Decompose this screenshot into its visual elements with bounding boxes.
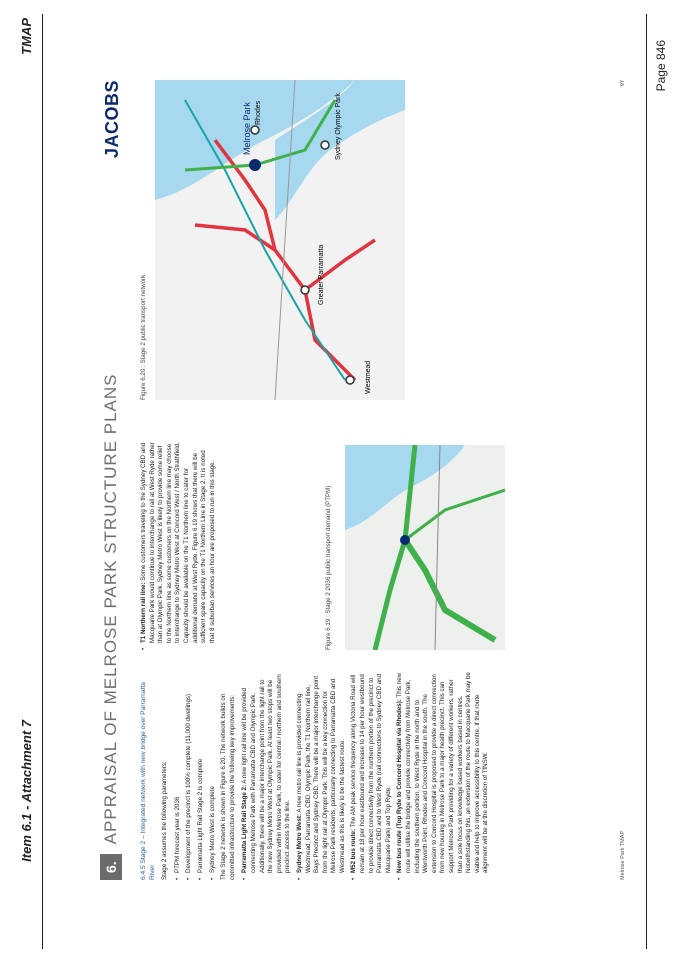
right-rule [646,14,647,949]
left-rule [42,14,43,949]
station-marker [251,126,259,134]
olympic-label: Sydney Olympic Park [335,93,342,160]
list-item: • Development of the precinct is 100% complete (11,000 dwellings) [185,670,194,880]
parameter-list [174,670,217,880]
rhodes-label: Rhodes [255,100,262,125]
section-title: APPRAISAL OF MELROSE PARK STRUCTURE PLANS [101,373,120,845]
jacobs-logo: JACOBS [102,80,122,159]
precinct-marker [400,535,410,545]
text-column-2 [140,440,220,650]
text-column-1 [140,670,494,880]
network-intro: The Stage 2 network is shown in Figure 6.20. The network builds on committed infrastructure to provide the following key improvements: [220,693,236,880]
list-item: • Sydney Metro West: A new metro rail line is provided connecting Westmead, Parramatta CBD, Olympic Park, the T1 Northern rail line, Bays Precinct and Sydney CBD. There will be a major interchange point from the light rail at Olympic Park. This will be a key connection for Melrose Park residents, particularly connecting to Parramatta CBD and Westmead as this is likely to be the fastest route. [296,670,348,880]
list-item: • Sydney Metro West is complete [209,670,218,880]
figure-619-caption: Figure 6.19 : Stage 2 2036 public transport demand (PTPM) [325,485,332,650]
intro-paragraph: Stage 2 assumes the following parameters: [161,761,169,880]
melrose-label: Melrose Park [242,101,252,155]
demand-map [345,445,505,650]
precinct-marker [249,159,261,171]
footer-text: Melrose Park TMAP [620,830,626,880]
list-item: • Parramatta Light Rail Stage 2 is complete [197,670,206,880]
subsection-heading: 6.4.5 Stage 2 – Integrated network with new bridge over Parramatta River [140,682,156,880]
doc-footer [620,831,626,880]
section-number: 6. [100,854,122,880]
network-map [155,80,405,400]
station-marker [301,286,309,294]
page-number-wrap [650,40,672,120]
westmead-label: Westmead [365,360,372,394]
page-number: Page 846 [654,40,668,92]
list-item: • PTPM forecast year is 2036 [174,670,183,880]
parramatta-label: Greater Parramatta [318,244,325,305]
rail-list [140,440,217,650]
figure-620-caption: Figure 6.20 : Stage 2 public transport network [140,274,147,400]
item-label: Item 6.1 - Attachment 7 [18,720,34,862]
list-item: • Parramatta Light Rail Stage 2: A new light rail line will be provided connecting Melrose Park with Parramatta CBD and Olympic Park. Additionally, there will be a major interchange point from the light rail to the new Sydney Metro West at Olympic Park. At least two stops will be provided within Melrose Park, to cater for central / northern and southern precinct access to the line. [241,670,293,880]
tmap-header [14,18,38,78]
station-marker [321,141,329,149]
report-page [80,40,640,920]
tmap-label: TMAP [18,18,34,55]
item-header [14,720,38,950]
doc-page-number: 97 [620,80,626,87]
list-item: • T1 Northern rail line: Some customers traveling to the Sydney CBD and Macquarie Park would continue to interchange to rail at West Ryde rather than at Olympic Park. Sydney Metro West is likely to provide some relief to the Northern line as some customers on the Northern line may choose to interchange to Sydney Metro West at Concord West / North Strathfield. Capacity should be available on the T1 Northern line to cater for additional demand at West Ryde. Figure 6.19 shows that there will be sufficient spare capacity on the T1 Northern Line in Stage 2. It is noted that 8 suburban services an hour are proposed to run in this stage. [140,440,217,650]
list-item: • M52 bus route: The AM peak service frequency along Victoria Road will remain at 18 per hour eastbound and increase to 14 per hour westbound to provide direct connectivity from the northern portion of the precinct to Parramatta CBD and to West Ryde (rail connections to Sydney CBD and Macquarie Park) and Top Ryde. [350,670,393,880]
list-item: • New bus route (Top Ryde to Concord Hospital via Rhodes): This new route will utilise the bridge and provide connectivity from Melrose Park, including the southern portion, to West Ryde in the north and to Wentworth Point, Rhodes and Concord Hospital in the south. The extension to Concord Hospital is proposed to provide a direct connection from new housing in Melrose Park to a major health precinct. This can support Melrose Park providing for a variety of different workers, rather than a sole focus on knowledge based workers based in centres. Notwithstanding this, an extension of the route to Macquarie Park may be viable and help to improve accessibility to this centre, if that route alignment will be at the discretion of TfNSW. [396,670,491,880]
section-title-bar [100,373,122,880]
station-marker [346,376,354,384]
improvement-list [241,670,491,880]
